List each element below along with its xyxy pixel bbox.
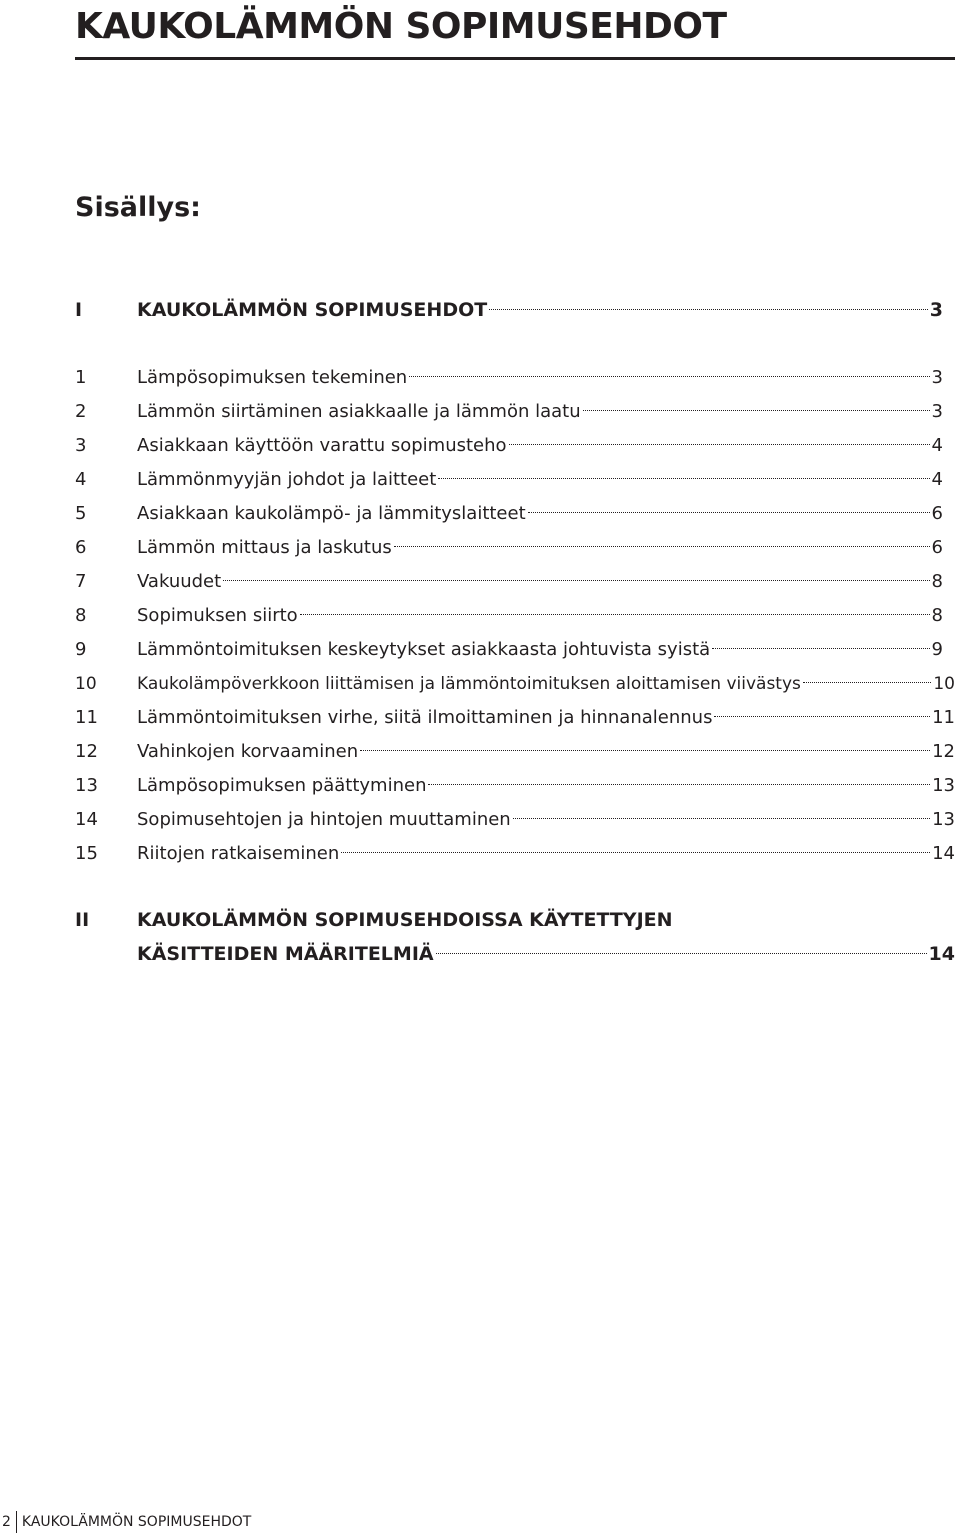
toc-item-title: Lämmönmyyjän johdot ja laitteet xyxy=(137,469,437,490)
dot-leader xyxy=(489,309,928,310)
toc-section-title-line1[interactable]: KAUKOLÄMMÖN SOPIMUSEHDOISSA KÄYTETTYJEN xyxy=(137,909,673,931)
title-rule xyxy=(75,57,955,60)
toc-item-title: Sopimusehtojen ja hintojen muuttaminen xyxy=(137,809,511,830)
toc-item-number: 11 xyxy=(75,707,98,728)
toc-item-14[interactable] xyxy=(75,803,955,837)
dot-leader xyxy=(583,410,930,411)
toc-item-8[interactable] xyxy=(75,599,943,633)
toc-item-title: Kaukolämpöverkkoon liittämisen ja lämmöntoimituksen aloittamisen viivästys xyxy=(137,674,801,694)
toc-page-number: 13 xyxy=(932,809,955,830)
toc-item-1[interactable] xyxy=(75,361,943,395)
toc-item-number: 15 xyxy=(75,843,98,864)
toc-item-title: Riitojen ratkaiseminen xyxy=(137,843,340,864)
dot-leader xyxy=(712,648,929,649)
dot-leader xyxy=(300,614,930,615)
toc-item-title: Lämmöntoimituksen keskeytykset asiakkaasta johtuvista syistä xyxy=(137,639,711,660)
toc-item-title: Vakuudet xyxy=(137,571,222,592)
toc-item-7[interactable] xyxy=(75,565,943,599)
dot-leader xyxy=(360,750,930,751)
toc-section-number: II xyxy=(75,909,90,931)
dot-leader xyxy=(436,953,927,954)
toc-item-number: 13 xyxy=(75,775,98,796)
dot-leader xyxy=(528,512,930,513)
toc-item-title: Asiakkaan käyttöön varattu sopimusteho xyxy=(137,435,507,456)
toc-item-title: Lämmön siirtäminen asiakkaalle ja lämmön laatu xyxy=(137,401,581,422)
toc-item-number: 1 xyxy=(75,367,87,388)
dot-leader xyxy=(513,818,930,819)
toc-item-15[interactable] xyxy=(75,837,955,871)
dot-leader xyxy=(409,376,929,377)
toc-page-number: 8 xyxy=(931,571,943,592)
toc-item-title: Lämpösopimuksen tekeminen xyxy=(137,367,408,388)
toc-page-number: 6 xyxy=(931,537,943,558)
toc-item-12[interactable] xyxy=(75,735,955,769)
toc-item-number: 4 xyxy=(75,469,87,490)
toc-item-6[interactable] xyxy=(75,531,943,565)
toc-item-10[interactable] xyxy=(75,667,955,701)
toc-page-number: 6 xyxy=(931,503,943,524)
dot-leader xyxy=(509,444,930,445)
toc-section-title: KAUKOLÄMMÖN SOPIMUSEHDOT xyxy=(137,299,488,321)
toc-item-number: 8 xyxy=(75,605,87,626)
toc-section-title-line2: KÄSITTEIDEN MÄÄRITELMIÄ xyxy=(137,943,434,965)
toc-section-1[interactable] xyxy=(75,293,943,327)
toc-page-number: 3 xyxy=(929,299,943,321)
toc-item-title: Asiakkaan kaukolämpö- ja lämmityslaitteet xyxy=(137,503,526,524)
toc-page-number: 14 xyxy=(928,943,955,965)
toc-page-number: 9 xyxy=(931,639,943,660)
dot-leader xyxy=(428,784,930,785)
dot-leader xyxy=(341,852,930,853)
toc-item-title: Lämpösopimuksen päättyminen xyxy=(137,775,427,796)
toc-item-title: Lämmöntoimituksen virhe, siitä ilmoittaminen ja hinnanalennus xyxy=(137,707,713,728)
toc-item-number: 14 xyxy=(75,809,98,830)
toc-page-number: 4 xyxy=(931,469,943,490)
dot-leader xyxy=(394,546,930,547)
dot-leader xyxy=(803,682,931,683)
toc-item-number: 7 xyxy=(75,571,87,592)
dot-leader xyxy=(438,478,929,479)
toc-item-9[interactable] xyxy=(75,633,943,667)
footer-separator xyxy=(16,1511,17,1533)
toc-item-2[interactable] xyxy=(75,395,943,429)
toc-page-number: 14 xyxy=(932,843,955,864)
toc-item-number: 3 xyxy=(75,435,87,456)
dot-leader xyxy=(714,716,930,717)
toc-item-3[interactable] xyxy=(75,429,943,463)
toc-page-number: 10 xyxy=(933,674,955,694)
page-title: KAUKOLÄMMÖN SOPIMUSEHDOT xyxy=(75,6,727,47)
toc-page-number: 11 xyxy=(932,707,955,728)
toc-item-4[interactable] xyxy=(75,463,943,497)
toc-item-number: 2 xyxy=(75,401,87,422)
toc-item-number: 6 xyxy=(75,537,87,558)
toc-item-11[interactable] xyxy=(75,701,955,735)
toc-item-title: Sopimuksen siirto xyxy=(137,605,298,626)
toc-item-title: Vahinkojen korvaaminen xyxy=(137,741,359,762)
toc-item-number: 12 xyxy=(75,741,98,762)
page-footer xyxy=(2,1509,251,1535)
toc-page-number: 8 xyxy=(931,605,943,626)
dot-leader xyxy=(223,580,929,581)
toc-item-13[interactable] xyxy=(75,769,955,803)
toc-page-number: 3 xyxy=(931,401,943,422)
toc-heading: Sisällys: xyxy=(75,192,201,223)
toc-item-number: 5 xyxy=(75,503,87,524)
toc-item-number: 9 xyxy=(75,639,87,660)
toc-section-number: I xyxy=(75,299,83,321)
toc-item-number: 10 xyxy=(75,674,97,694)
footer-page-number: 2 xyxy=(2,1514,11,1530)
toc-item-title: Lämmön mittaus ja laskutus xyxy=(137,537,392,558)
footer-doc-title: KAUKOLÄMMÖN SOPIMUSEHDOT xyxy=(21,1514,252,1530)
toc-section-2[interactable] xyxy=(75,937,955,971)
toc-item-5[interactable] xyxy=(75,497,943,531)
toc-page-number: 13 xyxy=(932,775,955,796)
toc-page-number: 3 xyxy=(931,367,943,388)
toc-page-number: 12 xyxy=(932,741,955,762)
toc-page-number: 4 xyxy=(931,435,943,456)
